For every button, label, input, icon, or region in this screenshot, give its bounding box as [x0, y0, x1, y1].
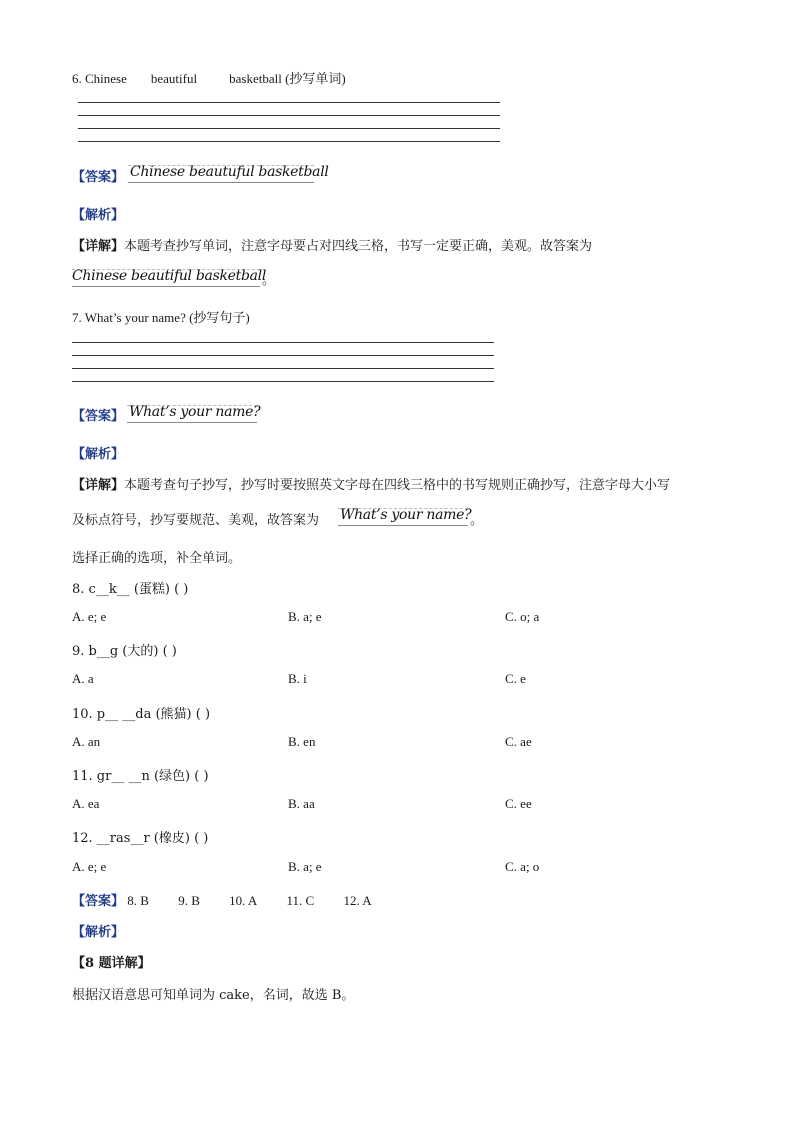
q7-detail-end: 。	[470, 513, 484, 528]
q7-detail-handwriting: What’s your name?	[338, 505, 468, 526]
q8-detail-label: 【8 题详解】	[72, 956, 151, 971]
answers-label: 【答案】	[72, 894, 125, 909]
q10-option-c[interactable]: C. ae	[505, 734, 532, 749]
q11-option-c[interactable]: C. ee	[505, 796, 532, 811]
q7-analysis-label: 【解析】	[72, 446, 125, 461]
q6-answer-label: 【答案】	[72, 169, 125, 184]
q6-stem: 6. Chinese beautiful basketball (抄写单词)	[72, 71, 346, 86]
answer-10: 10. A	[229, 893, 258, 908]
q9-option-c[interactable]: C. e	[505, 671, 526, 686]
answer-8: 8. B	[127, 893, 149, 908]
answer-12: 12. A	[343, 893, 372, 908]
analysis-label: 【解析】	[72, 925, 125, 940]
q6-answer-handwriting: Chinese beautuful basketball	[128, 162, 314, 183]
q6-detail-handwriting: Chinese beautiful basketball	[72, 266, 260, 287]
q8-option-c[interactable]: C. o; a	[505, 609, 540, 624]
q9-option-b[interactable]: B. i	[288, 671, 307, 686]
q8-detail-text: 根据汉语意思可知单词为 cake，名词，故选 B。	[72, 988, 355, 1003]
q8-option-a[interactable]: A. e; e	[72, 609, 107, 624]
q10-option-b[interactable]: B. en	[288, 734, 316, 749]
q9-stem: 9. b__g (大的) ( )	[72, 644, 177, 659]
q8-stem: 8. c__k__ (蛋糕) ( )	[72, 582, 189, 597]
q11-option-b[interactable]: B. aa	[288, 796, 315, 811]
q11-stem: 11. gr__ __n (绿色) ( )	[72, 769, 209, 784]
q7-detail-line2: 及标点符号，抄写要规范、美观，故答案为	[72, 513, 320, 528]
section-title: 选择正确的选项，补全单词。	[72, 551, 242, 566]
q12-option-c[interactable]: C. a; o	[505, 859, 540, 874]
q10-option-a[interactable]: A. an	[72, 734, 101, 749]
q6-detail: 【详解】本题考查抄写单词，注意字母要占对四线三格，书写一定要正确，美观。故答案为	[72, 239, 593, 254]
q12-option-b[interactable]: B. a; e	[288, 859, 322, 874]
q9-option-a[interactable]: A. a	[72, 671, 94, 686]
answer-9: 9. B	[178, 893, 200, 908]
q7-detail-line1: 【详解】本题考查句子抄写，抄写时要按照英文字母在四线三格中的书写规则正确抄写，注意字母大小写	[72, 478, 671, 493]
q12-option-a[interactable]: A. e; e	[72, 859, 107, 874]
q7-answer-handwriting: What’s your name?	[127, 402, 257, 423]
answers-row	[72, 890, 372, 909]
q8-option-b[interactable]: B. a; e	[288, 609, 322, 624]
q6-detail-end: 。	[262, 273, 276, 288]
q12-stem: 12. __ras__r (橡皮) ( )	[72, 831, 209, 846]
q10-stem: 10. p__ __da (熊猫) ( )	[72, 707, 211, 722]
q7-stem: 7. What’s your name? (抄写句子)	[72, 310, 250, 325]
q11-option-a[interactable]: A. ea	[72, 796, 100, 811]
q7-answer-label: 【答案】	[72, 408, 125, 423]
answer-11: 11. C	[286, 893, 315, 908]
q6-analysis-label: 【解析】	[72, 207, 125, 222]
